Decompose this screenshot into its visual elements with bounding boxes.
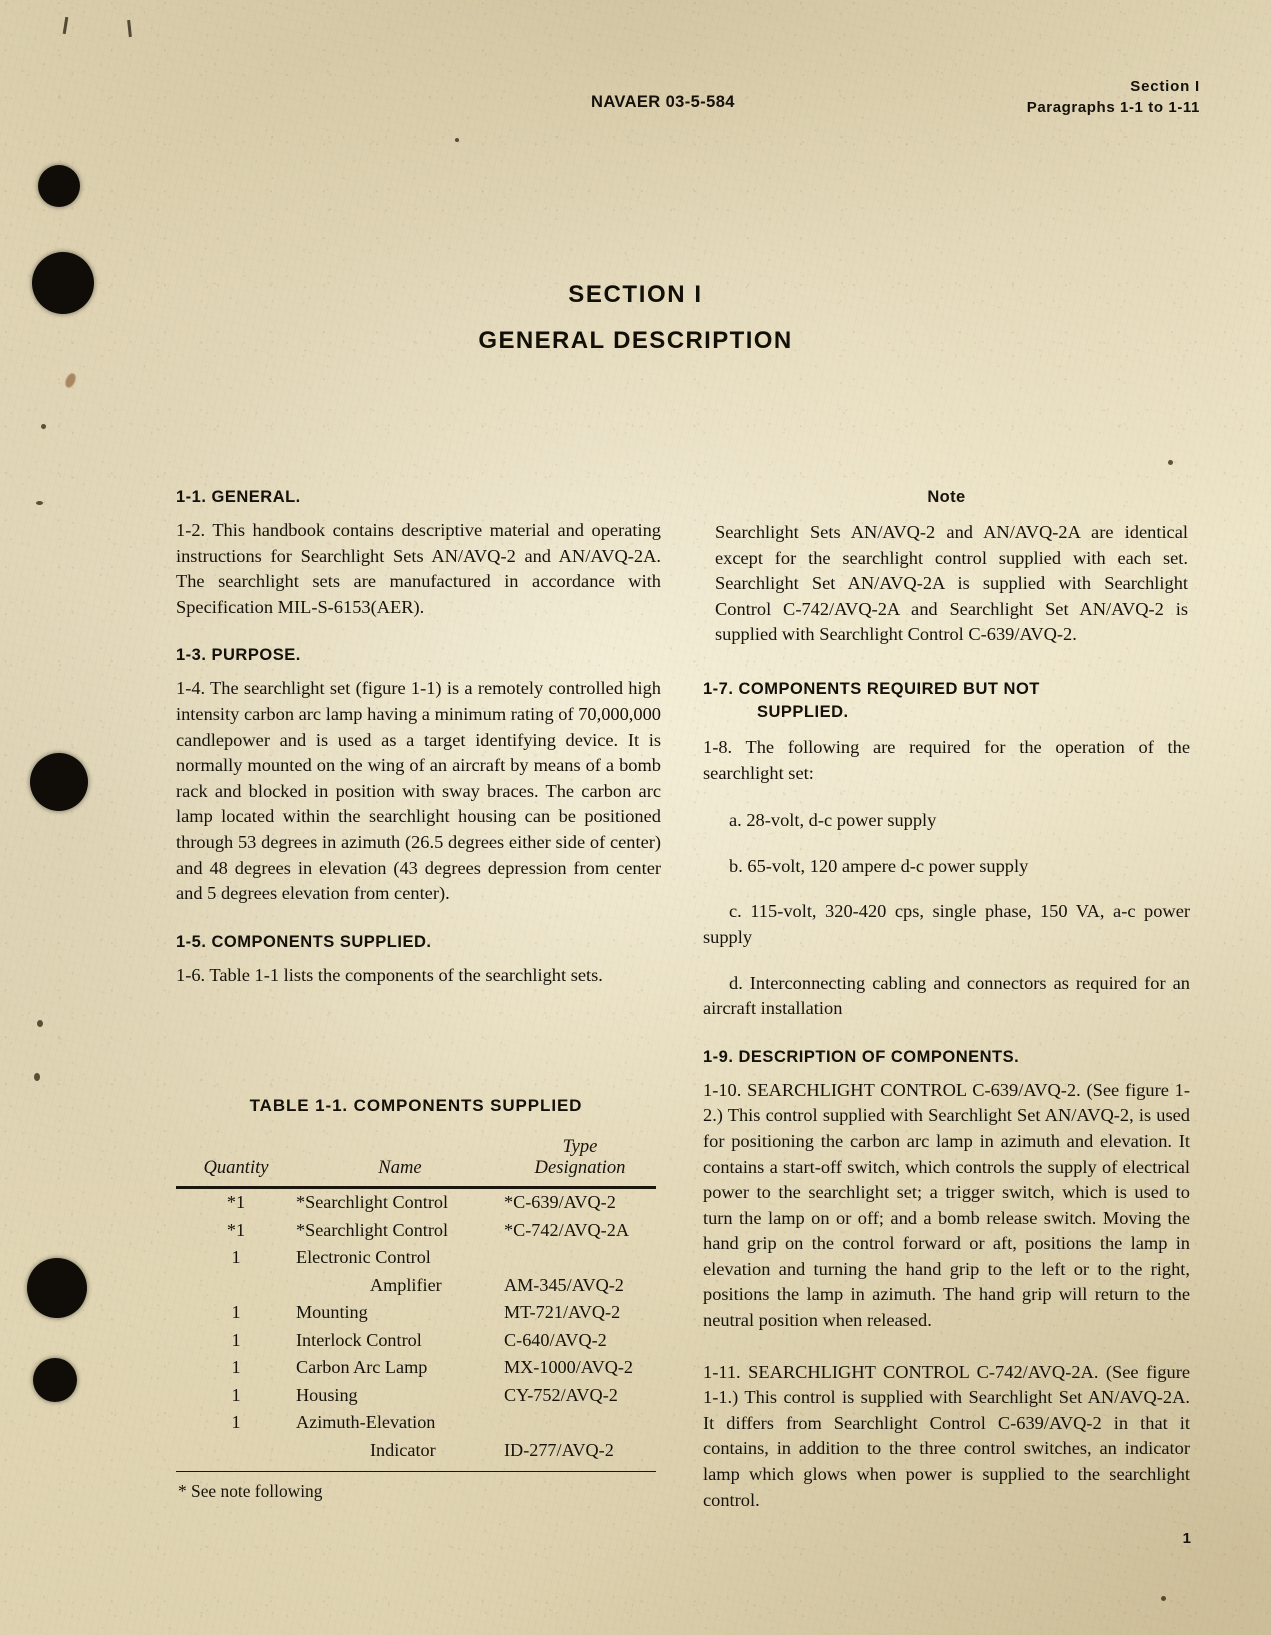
list-item-c: c. 115-volt, 320-420 cps, single phase, 150 VA, a-c power supply	[703, 901, 1190, 947]
table-row	[176, 1382, 656, 1410]
table-cell-quantity: 1	[231, 1384, 241, 1405]
table-cell-type-designation: MT-721/AVQ-2	[504, 1302, 621, 1322]
table-cell-type-designation: *C-742/AVQ-2A	[504, 1219, 629, 1240]
paragraph-1-4: 1-4. The searchlight set (figure 1-1) is a remotely controlled high intensity carbon arc lamp having a minimum rating of 70,000,000 candlepower and is used as a target identifying device. It is normally mounted on the wing of an aircraft by means of a bomb rack and blocked in position with sway braces. The carbon arc lamp located within the searchlight housing can be positioned through 53 degrees in azimuth (26.5 degrees either side of center) and 48 degrees in elevation (43 degrees depression from center and 5 degrees elevation from center).	[176, 678, 661, 904]
table-cell-quantity	[176, 1272, 296, 1300]
paragraph-1-11: 1-11. SEARCHLIGHT CONTROL C-742/AVQ-2A. (See figure 1-1.) This control is supplied with Searchlight Set AN/AVQ-2A. It differs from Searchlight Control C-639/AVQ-2 in that it contains, in addition to the three control switches, an indicator lamp which glows when power is supplied to the searchlight control.	[703, 1361, 1190, 1510]
table-cell-type-designation: MX-1000/AVQ-2	[504, 1357, 633, 1377]
table-header-name: Name	[378, 1157, 422, 1178]
components-supplied-table-block	[176, 1096, 656, 1502]
table-footnote: * See note following	[178, 1481, 323, 1501]
table-header-type-line1: Type	[562, 1136, 598, 1157]
table-cell-name: Interlock Control	[296, 1329, 422, 1350]
heading-1-7-line1: 1-7. COMPONENTS REQUIRED BUT NOT	[703, 679, 1040, 698]
page-title-section-name: GENERAL DESCRIPTION	[478, 327, 793, 354]
table-cell-name: *Searchlight Control	[296, 1192, 449, 1212]
table-row	[176, 1299, 656, 1327]
header-document-number: NAVAER 03-5-584	[591, 93, 735, 111]
table-cell-name: Amplifier	[370, 1274, 442, 1295]
heading-1-5-components-supplied: 1-5. COMPONENTS SUPPLIED.	[176, 932, 432, 951]
table-cell-name: Housing	[296, 1384, 358, 1405]
table-cell-type-designation	[504, 1409, 656, 1437]
table-header-row	[176, 1129, 656, 1187]
table-row	[176, 1354, 656, 1382]
paragraph-1-2: 1-2. This handbook contains descriptive material and operating instructions for Searchlight Sets AN/AVQ-2 and AN/AVQ-2A. The searchlight sets are manufactured in accordance with Specification MIL-S-6153(AER).	[176, 520, 661, 617]
table-row	[176, 1244, 656, 1272]
table-row	[176, 1189, 656, 1217]
table-cell-type-designation: C-640/AVQ-2	[504, 1329, 607, 1350]
table-cell-quantity: 1	[231, 1357, 241, 1377]
table-cell-name: Carbon Arc Lamp	[296, 1357, 428, 1377]
heading-1-7-line2: SUPPLIED.	[757, 702, 849, 721]
page-title-section-number: SECTION I	[568, 281, 703, 308]
table-cell-name: Indicator	[370, 1439, 436, 1460]
table-cell-name: Azimuth-Elevation	[296, 1412, 436, 1432]
paragraph-1-8: 1-8. The following are required for the operation of the searchlight set:	[703, 736, 1190, 783]
table-caption: TABLE 1-1. COMPONENTS SUPPLIED	[249, 1096, 583, 1115]
header-section-label: Section I	[1130, 78, 1200, 95]
table-cell-name: Electronic Control	[296, 1247, 431, 1267]
table-cell-quantity: *1	[226, 1219, 246, 1240]
table-row	[176, 1217, 656, 1245]
table-body	[176, 1189, 656, 1464]
table-header-type-line2: Designation	[534, 1157, 626, 1178]
table-row	[176, 1272, 656, 1300]
table-cell-name: Mounting	[296, 1302, 368, 1322]
paragraph-1-6: 1-6. Table 1-1 lists the components of the searchlight sets.	[176, 964, 603, 985]
note-heading: Note	[927, 488, 966, 506]
paragraph-1-10: 1-10. SEARCHLIGHT CONTROL C-639/AVQ-2. (See figure 1-2.) This control supplied with Searchlight Set AN/AVQ-2, is used for positioning the carbon arc lamp in azimuth and elevation. It contains a start-off switch, which controls the supply of electrical power to the searchlight set; a trigger switch, which is used to turn the lamp on or off; and a bomb release switch. Moving the hand grip on the control forward or aft, positions the lamp in elevation and turning the hand grip to the left or to the right, positions the lamp in azimuth. The hand grip will return to the neutral position when released.	[703, 1079, 1190, 1331]
header-section-info	[1027, 76, 1200, 118]
heading-1-1-general: 1-1. GENERAL.	[176, 488, 301, 506]
list-item-d: d. Interconnecting cabling and connectors as required for an aircraft installation	[703, 972, 1190, 1019]
table-cell-quantity: 1	[231, 1302, 241, 1322]
table-cell-type-designation: ID-277/AVQ-2	[504, 1439, 614, 1460]
table-row	[176, 1437, 656, 1465]
table-cell-quantity: *1	[226, 1192, 246, 1212]
table-header-type-designation	[504, 1129, 656, 1187]
table-cell-name: *Searchlight Control	[296, 1219, 449, 1240]
heading-1-3-purpose: 1-3. PURPOSE.	[176, 646, 301, 665]
table-cell-type-designation	[504, 1244, 656, 1272]
table-cell-quantity	[176, 1437, 296, 1465]
header-paragraph-range: Paragraphs 1-1 to 1-11	[1026, 99, 1200, 116]
page-number: 1	[1182, 1530, 1191, 1547]
note-body: Searchlight Sets AN/AVQ-2 and AN/AVQ-2A are identical except for the searchlight control supplied with each set. Searchlight Set AN/AVQ-2A is supplied with Searchlight Control C-742/AVQ-2A and Searchlight Set AN/AVQ-2 is supplied with Searchlight Control C-639/AVQ-2.	[715, 522, 1188, 645]
left-text-column	[176, 488, 661, 988]
components-supplied-table	[176, 1129, 656, 1464]
list-item-a: a. 28-volt, d-c power supply	[729, 810, 937, 831]
table-header-quantity: Quantity	[203, 1157, 269, 1178]
heading-1-7-components-required-but-not-supplied	[703, 678, 1190, 724]
heading-1-9-description-of-components: 1-9. DESCRIPTION OF COMPONENTS.	[703, 1047, 1020, 1066]
table-cell-quantity: 1	[231, 1329, 241, 1350]
table-row	[176, 1327, 656, 1355]
table-cell-type-designation: AM-345/AVQ-2	[504, 1274, 624, 1295]
table-cell-type-designation: *C-639/AVQ-2	[504, 1192, 616, 1212]
table-rule-bottom	[176, 1471, 656, 1472]
table-cell-quantity: 1	[231, 1247, 241, 1267]
list-item-b: b. 65-volt, 120 ampere d-c power supply	[729, 855, 1029, 876]
table-row	[176, 1409, 656, 1437]
table-cell-type-designation: CY-752/AVQ-2	[504, 1384, 618, 1405]
table-cell-quantity: 1	[231, 1412, 241, 1432]
right-text-column	[703, 488, 1190, 1513]
